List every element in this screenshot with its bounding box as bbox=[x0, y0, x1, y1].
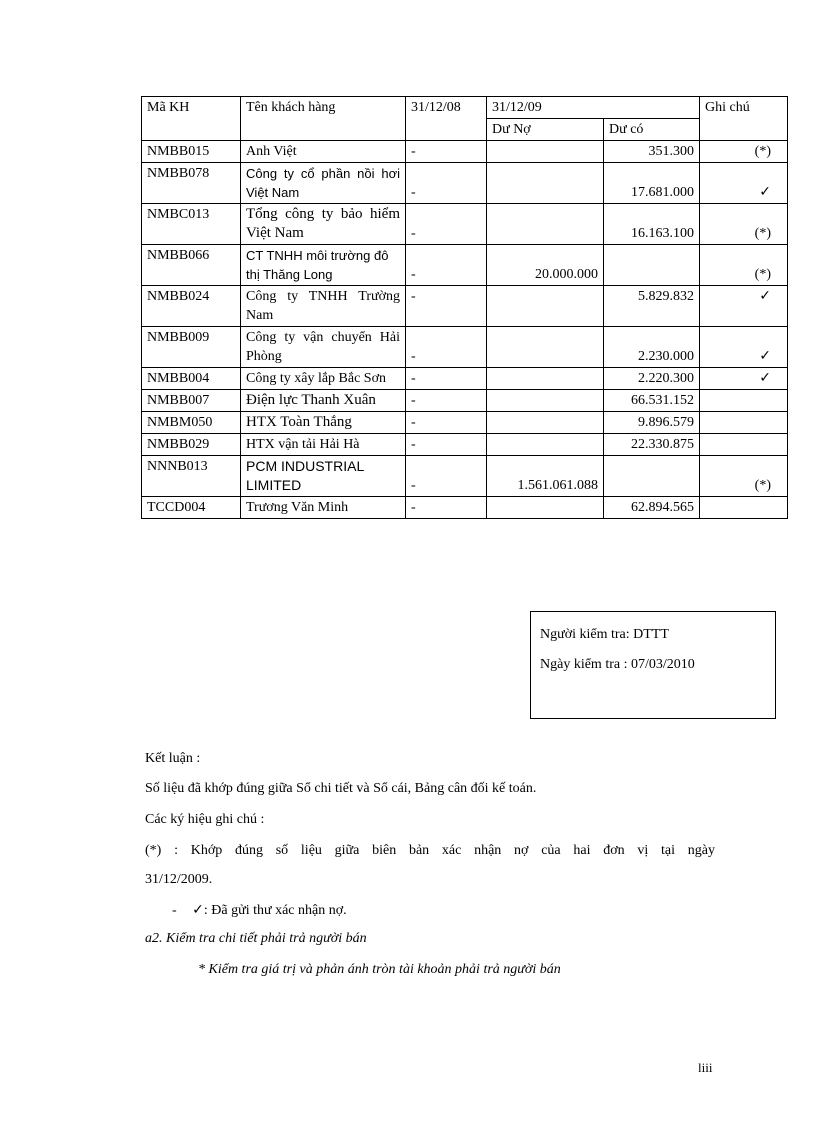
cell-debit: 20.000.000 bbox=[487, 245, 604, 286]
header-prev-date: 31/12/08 bbox=[406, 97, 487, 141]
cell-debit bbox=[487, 497, 604, 519]
dash-bullet: - bbox=[172, 903, 177, 918]
check-icon: ✓ bbox=[192, 902, 204, 918]
cell-code: TCCD004 bbox=[142, 497, 241, 519]
legend-star-line-1: (*) : Khớp đúng số liệu giữa biên bản xác nhận nợ của hai đơn vị tại ngày bbox=[145, 843, 715, 858]
cell-credit bbox=[604, 245, 700, 286]
cell-code: NMBC013 bbox=[142, 204, 241, 245]
cell-code: NMBB004 bbox=[142, 368, 241, 390]
section-heading: a2. Kiểm tra chi tiết phải trả người bán bbox=[145, 931, 367, 946]
check-icon: ✓ bbox=[700, 286, 788, 327]
cell-prev: - bbox=[406, 286, 487, 327]
cell-credit: 351.300 bbox=[604, 141, 700, 163]
cell-name: Điện lực Thanh Xuân bbox=[241, 390, 406, 412]
table-row bbox=[142, 163, 788, 204]
check-icon: ✓ bbox=[700, 163, 788, 204]
cell-name: Công ty TNHH Trường Nam bbox=[241, 286, 406, 327]
cell-debit bbox=[487, 368, 604, 390]
table-row bbox=[142, 497, 788, 519]
table-row bbox=[142, 141, 788, 163]
cell-prev: - bbox=[406, 434, 487, 456]
table-row bbox=[142, 368, 788, 390]
cell-note: (*) bbox=[700, 141, 788, 163]
cell-prev: - bbox=[406, 141, 487, 163]
legend-title: Các ký hiệu ghi chú : bbox=[145, 812, 265, 827]
cell-name: CT TNHH môi trường đô thị Thăng Long bbox=[241, 245, 406, 286]
header-note: Ghi chú bbox=[700, 97, 788, 141]
cell-debit bbox=[487, 327, 604, 368]
header-code: Mã KH bbox=[142, 97, 241, 141]
cell-debit bbox=[487, 141, 604, 163]
subsection-heading bbox=[198, 962, 561, 978]
cell-prev: - bbox=[406, 204, 487, 245]
asterisk-bullet: * bbox=[198, 962, 205, 977]
legend-star-line-2: 31/12/2009. bbox=[145, 872, 213, 887]
cell-note: (*) bbox=[700, 456, 788, 497]
cell-debit bbox=[487, 204, 604, 245]
cell-debit bbox=[487, 286, 604, 327]
header-debit: Dư Nợ bbox=[487, 119, 604, 141]
cell-debit bbox=[487, 434, 604, 456]
cell-name: HTX Toàn Thắng bbox=[241, 412, 406, 434]
header-curr-date: 31/12/09 bbox=[487, 97, 700, 119]
cell-code: NMBB024 bbox=[142, 286, 241, 327]
cell-name: Công ty cổ phần nồi hơi Việt Nam bbox=[241, 163, 406, 204]
legend-check-item bbox=[172, 902, 347, 919]
cell-prev: - bbox=[406, 497, 487, 519]
cell-note bbox=[700, 497, 788, 519]
table-row bbox=[142, 245, 788, 286]
reviewer: Người kiểm tra: DTTT bbox=[540, 627, 669, 642]
cell-code: NMBB066 bbox=[142, 245, 241, 286]
cell-note: (*) bbox=[700, 204, 788, 245]
table-row bbox=[142, 204, 788, 245]
subsection-heading-text: Kiểm tra giá trị và phản ánh tròn tài khoản phải trả người bán bbox=[208, 962, 561, 977]
cell-prev: - bbox=[406, 412, 487, 434]
cell-prev: - bbox=[406, 327, 487, 368]
cell-name: Công ty xây lắp Bắc Sơn bbox=[241, 368, 406, 390]
cell-name: Tổng công ty bảo hiểm Việt Nam bbox=[241, 204, 406, 245]
cell-code: NMBB009 bbox=[142, 327, 241, 368]
header-name: Tên khách hàng bbox=[241, 97, 406, 141]
cell-credit: 2.220.300 bbox=[604, 368, 700, 390]
header-credit: Dư có bbox=[604, 119, 700, 141]
cell-credit: 2.230.000 bbox=[604, 327, 700, 368]
cell-credit: 62.894.565 bbox=[604, 497, 700, 519]
conclusion-text: Số liệu đã khớp đúng giữa Sổ chi tiết và Sổ cái, Bảng cân đối kế toán. bbox=[145, 781, 537, 796]
cell-code: NMBM050 bbox=[142, 412, 241, 434]
cell-debit: 1.561.061.088 bbox=[487, 456, 604, 497]
conclusion-label: Kết luận : bbox=[145, 751, 201, 766]
cell-credit: 17.681.000 bbox=[604, 163, 700, 204]
table-header-row bbox=[142, 97, 788, 119]
cell-code: NNNB013 bbox=[142, 456, 241, 497]
review-date: Ngày kiểm tra : 07/03/2010 bbox=[540, 657, 695, 672]
cell-code: NMBB007 bbox=[142, 390, 241, 412]
cell-prev: - bbox=[406, 245, 487, 286]
cell-prev: - bbox=[406, 390, 487, 412]
cell-name: Công ty vận chuyển Hải Phòng bbox=[241, 327, 406, 368]
cell-name: PCM INDUSTRIAL LIMITED bbox=[241, 456, 406, 497]
cell-prev: - bbox=[406, 456, 487, 497]
review-box bbox=[530, 611, 776, 719]
cell-code: NMBB078 bbox=[142, 163, 241, 204]
cell-credit: 66.531.152 bbox=[604, 390, 700, 412]
table-row bbox=[142, 412, 788, 434]
table-row bbox=[142, 434, 788, 456]
page-number: liii bbox=[698, 1060, 713, 1075]
cell-prev: - bbox=[406, 368, 487, 390]
cell-credit: 5.829.832 bbox=[604, 286, 700, 327]
cell-name: Trương Văn Minh bbox=[241, 497, 406, 519]
cell-note bbox=[700, 434, 788, 456]
check-icon: ✓ bbox=[700, 368, 788, 390]
cell-credit: 9.896.579 bbox=[604, 412, 700, 434]
table-row bbox=[142, 456, 788, 497]
cell-note bbox=[700, 390, 788, 412]
table-row bbox=[142, 327, 788, 368]
legend-check-text: : Đã gửi thư xác nhận nợ. bbox=[203, 903, 347, 918]
cell-name: HTX vận tải Hải Hà bbox=[241, 434, 406, 456]
cell-prev: - bbox=[406, 163, 487, 204]
cell-note bbox=[700, 412, 788, 434]
check-icon: ✓ bbox=[700, 327, 788, 368]
cell-credit bbox=[604, 456, 700, 497]
cell-debit bbox=[487, 163, 604, 204]
cell-note: (*) bbox=[700, 245, 788, 286]
cell-debit bbox=[487, 412, 604, 434]
cell-credit: 22.330.875 bbox=[604, 434, 700, 456]
cell-code: NMBB015 bbox=[142, 141, 241, 163]
cell-name: Anh Việt bbox=[241, 141, 406, 163]
cell-code: NMBB029 bbox=[142, 434, 241, 456]
cell-credit: 16.163.100 bbox=[604, 204, 700, 245]
cell-debit bbox=[487, 390, 604, 412]
table-row bbox=[142, 390, 788, 412]
customer-balance-table bbox=[141, 96, 788, 519]
table-row bbox=[142, 286, 788, 327]
